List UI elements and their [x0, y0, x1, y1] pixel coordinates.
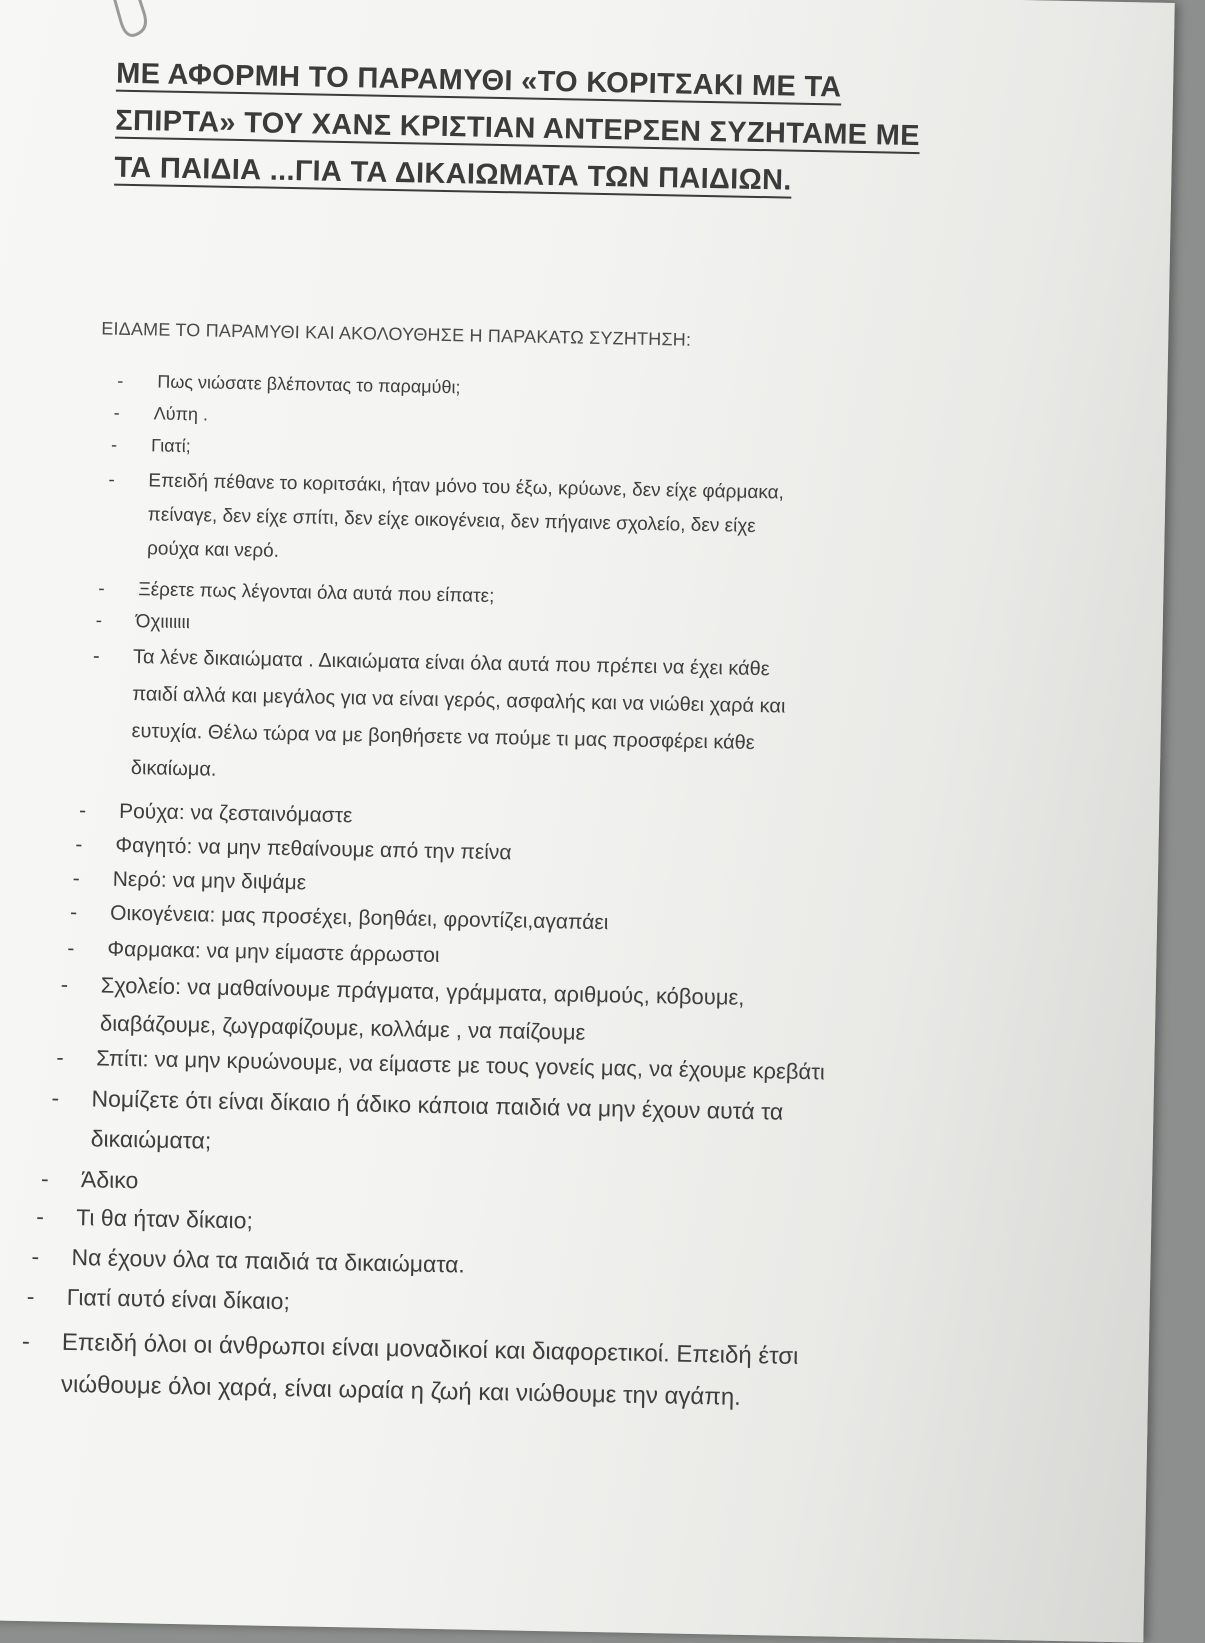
dash-bullet: - — [26, 1283, 35, 1310]
dialogue-item — [36, 1198, 254, 1239]
dash-bullet: - — [56, 1044, 64, 1070]
dialogue-text — [147, 464, 784, 578]
dialogue-item — [108, 464, 785, 578]
dash-bullet: - — [31, 1243, 40, 1270]
dialogue-item — [78, 795, 353, 833]
dialogue-line: Γιατί αυτό είναι δίκαιο; — [66, 1283, 291, 1315]
dialogue-line: Σχολείο: να μαθαίνουμε πράγματα, γράμματα, αριθμούς, κόβουμε, — [100, 972, 745, 1010]
dash-bullet: - — [69, 900, 78, 925]
dialogue-line: Επειδή πέθανε το κοριτσάκι, ήταν μόνο του έξω, κρύωνε, δεν είχε φάρμακα, — [148, 470, 785, 504]
dialogue-item — [51, 1078, 784, 1171]
dialogue-line: Ρούχα: να ζεσταινόμαστε — [118, 799, 353, 828]
dialogue-item — [21, 1322, 799, 1420]
dialogue-line: Επειδή όλοι οι άνθρωποι είναι μοναδικοί και διαφορετικοί. Επειδή έτσι — [61, 1328, 799, 1370]
dialogue-line: Τα λένε δικαιώματα . Δικαιώματα είναι όλα αυτά που πρέπει να έχει κάθε — [132, 646, 770, 681]
dialogue-line: Πως νιώσατε βλέποντας το παραμύθι; — [157, 371, 461, 398]
dialogue-line: Νομίζετε ότι είναι δίκαιο ή άδικο κάποια παιδιά να μην έχουν αυτά τα — [91, 1085, 784, 1125]
dialogue-text — [76, 1198, 253, 1239]
dialogue-text — [61, 1322, 799, 1420]
dash-bullet: - — [108, 469, 115, 491]
dialogue-line: Σπίτι: να μην κρυώνουμε, να είμαστε με τους γονείς μας, να έχουμε κρεβάτι — [96, 1045, 826, 1085]
dash-bullet: - — [110, 434, 118, 455]
dash-bullet: - — [60, 971, 69, 997]
dash-bullet: - — [92, 645, 100, 668]
dialogue-line: Φαγητό: να μην πεθαίνουμε από την πείνα — [115, 833, 512, 865]
dialogue-line: Ξέρετε πως λέγονται όλα αυτά που είπατε; — [138, 579, 495, 607]
dialogue-text — [66, 1278, 290, 1320]
dialogue-item — [26, 1278, 291, 1320]
dialogue-text — [151, 429, 191, 462]
dash-bullet: - — [36, 1203, 45, 1230]
dash-bullet: - — [51, 1084, 60, 1111]
dialogue-line: Άδικο — [80, 1166, 139, 1194]
dash-bullet: - — [117, 370, 124, 391]
dialogue-text — [90, 1078, 783, 1171]
dialogue-text — [135, 605, 190, 640]
dialogue-line: Νερό: να μην διψάμε — [112, 867, 307, 895]
dialogue-item — [92, 639, 787, 800]
dialogue-text — [119, 795, 353, 833]
dash-bullet: - — [78, 799, 87, 823]
dash-bullet: - — [95, 610, 103, 632]
dialogue-line: Φαρμακα: να μην είμαστε άρρωστοι — [107, 937, 440, 967]
dialogue-item — [98, 573, 495, 614]
dialogue-line: Οικογένεια: μας προσέχει, βοηθάει, φροντίζει,αγαπάει — [109, 901, 609, 935]
title-line: ΜΕ ΑΦΟΡΜΗ ΤΟ ΠΑΡΑΜΥΘΙ «ΤΟ ΚΟΡΙΤΣΑΚΙ ΜΕ ΤΑ — [115, 57, 842, 104]
dialogue-line: Όχιιιιιιι — [135, 611, 191, 634]
dialogue-text — [81, 1160, 139, 1199]
dialogue-line: παιδί αλλά και μεγάλος για να είναι γερός, ασφαλής και να νιώθει χαρά και — [132, 683, 786, 718]
dialogue-item — [110, 429, 191, 462]
dialogue-text — [71, 1238, 465, 1284]
title-line: ΣΠΙΡΤΑ» ΤΟΥ ΧΑΝΣ ΚΡΙΣΤΙΑΝ ΑΝΤΕΡΣΕΝ ΣΥΖΗΤΑΜΕ ΜΕ — [115, 104, 921, 153]
dialogue-text — [153, 397, 208, 430]
dialogue-line: πείναγε, δεν είχε σπίτι, δεν είχε οικογένεια, δεν πήγαινε σχολείο, δεν είχε — [147, 504, 756, 537]
dash-bullet: - — [67, 936, 75, 960]
dialogue-line: Γιατί; — [150, 435, 191, 457]
dialogue-line: δικαίωμα. — [130, 757, 217, 781]
dialogue-line: ρούχα και νερό. — [146, 538, 280, 562]
dialogue-text — [138, 573, 495, 614]
dialogue-item — [31, 1238, 466, 1284]
dialogue-item — [72, 863, 307, 901]
dialogue-line: διαβάζουμε, ζωγραφίζουμε, κολλάμε , να παίζουμε — [99, 1010, 586, 1045]
dialogue-line: Τι θα ήταν δίκαιο; — [76, 1204, 254, 1234]
dash-bullet: - — [72, 866, 80, 891]
dialogue-line: Λύπη . — [153, 403, 209, 425]
dialogue-line: νιώθουμε όλοι χαρά, είναι ωραία η ζωή και νιώθουμε την αγάπη. — [60, 1370, 742, 1411]
title-line: ΤΑ ΠΑΙΔΙΑ ...ΓΙΑ ΤΑ ΔΙΚΑΙΩΜΑΤΑ ΤΩΝ ΠΑΙΔΙΩΝ. — [114, 151, 792, 197]
dialogue-line: δικαιώματα; — [90, 1125, 212, 1154]
dash-bullet: - — [75, 832, 83, 857]
dialogue-line: Να έχουν όλα τα παιδιά τα δικαιώματα. — [71, 1243, 466, 1278]
dialogue-text — [112, 863, 306, 901]
dialogue-line: ευτυχία. Θέλω τώρα να με βοηθήσετε να πούμε τι μας προσφέρει κάθε — [131, 720, 755, 755]
dash-bullet: - — [21, 1328, 31, 1356]
dialogue-item — [40, 1160, 139, 1199]
intro-line: ΕΙΔΑΜΕ ΤΟ ΠΑΡΑΜΥΘΙ ΚΑΙ ΑΚΟΛΟΥΘΗΣΕ Η ΠΑΡΑΚΑΤΩ ΣΥΖΗΤΗΣΗ: — [101, 318, 692, 350]
dash-bullet: - — [40, 1165, 49, 1192]
dialogue-item — [95, 605, 191, 640]
dash-bullet: - — [113, 402, 120, 423]
dialogue-text — [131, 639, 787, 800]
dialogue-item — [113, 397, 209, 430]
dash-bullet: - — [98, 578, 105, 600]
